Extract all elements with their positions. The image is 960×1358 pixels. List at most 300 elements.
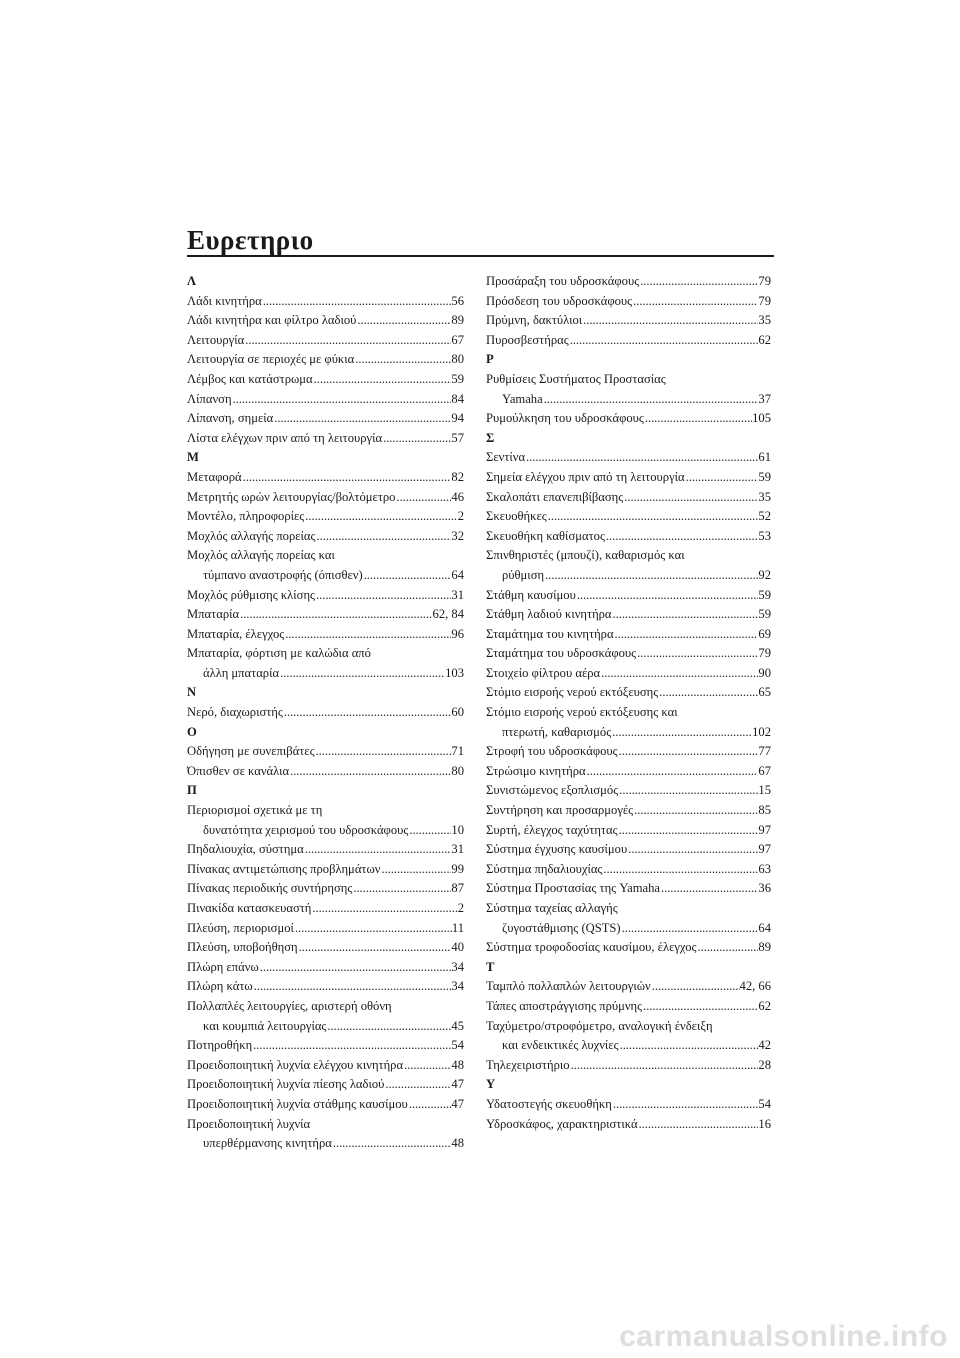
index-entry (187, 899, 464, 919)
dot-leader (660, 879, 758, 899)
entry-term: Ρυμούλκηση του υδροσκάφους (486, 411, 644, 426)
index-entry-line (486, 840, 771, 860)
entry-term: Ταχύμετρο/στροφόμετρο, αναλογική ένδειξη (486, 1018, 713, 1033)
entry-page: 47 (451, 1077, 464, 1092)
entry-page: 67 (451, 332, 464, 347)
dot-leader (289, 762, 451, 782)
index-entry (187, 977, 464, 997)
dot-leader (356, 311, 451, 331)
entry-term: Σκαλοπάτι επανεπιβίβασης (486, 489, 624, 504)
entry-page: 52 (758, 509, 771, 524)
index-entry (187, 370, 464, 390)
index-entry-line (187, 860, 464, 880)
index-entry-line (486, 683, 771, 703)
dot-leader (252, 1036, 451, 1056)
index-entry (187, 605, 464, 625)
entry-term: Μοχλός αλλαγής πορείας και (187, 548, 335, 563)
entry-page: 31 (451, 842, 464, 857)
dot-leader (614, 625, 759, 645)
index-entry (486, 742, 771, 762)
entry-page: 80 (451, 763, 464, 778)
dot-leader (408, 821, 451, 841)
entry-term: Στροφή του υδροσκάφους (486, 744, 618, 759)
entry-term: Πίνακας αντιμετώπισης προβλημάτων (187, 861, 381, 876)
entry-page: 79 (758, 293, 771, 308)
dot-leader (570, 1056, 759, 1076)
entry-term: Πλώρη κάτω (187, 979, 253, 994)
index-entry-continuation (486, 919, 771, 939)
index-entry-line (187, 1075, 464, 1095)
entry-page: 62 (758, 998, 771, 1013)
index-entry (187, 1095, 464, 1115)
entry-term: Σύστημα τροφοδοσίας καυσίμου, έλεγχος (486, 940, 697, 955)
index-entry-line (187, 527, 464, 547)
index-entry (486, 1056, 771, 1076)
dot-leader (619, 1036, 759, 1056)
entry-term: Στάθμη καυσίμου (486, 587, 576, 602)
index-entry (486, 860, 771, 880)
entry-term-continuation: ρύθμιση (502, 567, 545, 582)
entry-term: Νερό, διαχωριστής (187, 705, 283, 720)
dot-leader (316, 527, 452, 547)
index-entry-line (187, 350, 464, 370)
entry-page: 35 (758, 489, 771, 504)
entry-term: Σύστημα έγχυσης καυσίμου (486, 842, 628, 857)
index-entry (486, 468, 771, 488)
index-entry-line (187, 390, 464, 410)
entry-term: Μπαταρία, φόρτιση με καλώδια από (187, 646, 371, 661)
index-entry-line (187, 801, 464, 821)
index-entry-line (187, 899, 464, 919)
entry-term: Μοχλός αλλαγής πορείας (187, 528, 316, 543)
dot-leader (525, 448, 758, 468)
index-entry (486, 821, 771, 841)
index-entry (486, 977, 771, 997)
index-entry (486, 625, 771, 645)
entry-page: 15 (758, 783, 771, 798)
index-entry (187, 1115, 464, 1154)
entry-term: Λέμβος και κατάστρωμα (187, 371, 313, 386)
entry-page: 79 (758, 274, 771, 288)
index-entry (486, 664, 771, 684)
index-entry (187, 1036, 464, 1056)
index-entry (486, 311, 771, 331)
index-entry-line (486, 586, 771, 606)
entry-page: 97 (758, 822, 771, 837)
entry-page: 40 (451, 940, 464, 955)
index-entry-line (486, 762, 771, 782)
entry-term: Λίστα ελέγχων πριν από τη λειτουργία (187, 430, 383, 445)
index-entry-line (187, 1036, 464, 1056)
index-entry (187, 958, 464, 978)
watermark: carmanualsonline.info (619, 1320, 948, 1353)
entry-term: Προειδοποιητική λυχνία ελέγχου κινητήρα (187, 1057, 404, 1072)
entry-term: Σύστημα ταχείας αλλαγής (486, 901, 618, 915)
index-entry (187, 429, 464, 449)
entry-term: Πυροσβεστήρας (486, 332, 569, 347)
index-entry (486, 488, 771, 508)
dot-leader (242, 468, 452, 488)
index-entry (187, 1075, 464, 1095)
index-entry-line (486, 546, 771, 566)
entry-term: Προειδοποιητική λυχνία (187, 1116, 311, 1131)
index-entry-line (486, 997, 771, 1017)
dot-leader (685, 468, 759, 488)
entry-term: Συνιστώμενος εξοπλισμός (486, 783, 619, 798)
index-letter-heading: Ο (187, 724, 197, 739)
entry-page: 36 (758, 881, 771, 896)
index-entry (486, 1095, 771, 1115)
index-entry (486, 1017, 771, 1056)
entry-page: 2 (457, 901, 464, 915)
entry-term: Στόμιο εισροής νερού εκτόξευσης και (486, 705, 678, 720)
entry-term: Οδήγηση με συνεπιβάτες (187, 744, 315, 759)
index-entry (486, 938, 771, 958)
index-entry (187, 742, 464, 762)
dot-leader (298, 938, 452, 958)
entry-page: 46 (451, 489, 464, 504)
index-entry-line (486, 664, 771, 684)
entry-term: Υδατοστεγής σκευοθήκη (486, 1096, 612, 1111)
dot-leader (658, 683, 758, 703)
index-entry-line (187, 292, 464, 312)
dot-leader (576, 586, 759, 606)
index-entry-line (486, 331, 771, 351)
dot-leader (611, 723, 752, 743)
dot-leader (382, 429, 451, 449)
index-entry-line (187, 958, 464, 978)
index-entry-line (187, 919, 464, 939)
entry-term: Λάδι κινητήρα (187, 293, 262, 308)
entry-term: Σταμάτημα του υδροσκάφους (486, 646, 637, 661)
entry-page: 32 (451, 528, 464, 543)
index-letter-heading: Ρ (486, 352, 494, 367)
index-entry (187, 586, 464, 606)
dot-leader (605, 527, 758, 547)
dot-leader (273, 409, 451, 429)
page-title: Ευρετηριο (187, 225, 314, 255)
index-entry-line (187, 409, 464, 429)
index-entry-continuation (187, 566, 464, 586)
entry-term: Υδροσκάφος, χαρακτηριστικά (486, 1116, 638, 1131)
dot-leader (239, 605, 432, 625)
entry-term: Στάθμη λαδιού κινητήρα (486, 607, 612, 622)
index-entry-line (486, 527, 771, 547)
index-entry-line (187, 1095, 464, 1115)
entry-page: 65 (758, 685, 771, 700)
dot-leader (354, 350, 451, 370)
entry-page: 59 (758, 469, 771, 484)
dot-leader (544, 566, 758, 586)
entry-page: 47 (451, 1096, 464, 1111)
dot-leader (352, 879, 451, 899)
index-entry-line (187, 507, 464, 527)
entry-page: 34 (451, 959, 464, 974)
entry-page: 61 (758, 450, 771, 465)
index-entry (187, 409, 464, 429)
index-entry-line (187, 468, 464, 488)
entry-page: 11 (451, 920, 464, 935)
entry-page: 37 (758, 391, 771, 406)
entry-term: Πίνακας περιοδικής συντήρησης (187, 881, 353, 896)
dot-leader (311, 899, 457, 919)
entry-term: Λίπανση, σημεία (187, 411, 274, 426)
entry-page: 42, 66 (739, 979, 771, 994)
index-entry-continuation (486, 390, 771, 410)
entry-page: 97 (758, 842, 771, 857)
entry-page: 48 (451, 1136, 464, 1151)
entry-page: 53 (758, 528, 771, 543)
index-entry-line (486, 625, 771, 645)
index-entry-line (486, 860, 771, 880)
index-entry-line (486, 1115, 771, 1135)
entry-page: 92 (758, 567, 771, 582)
dot-leader (644, 409, 752, 429)
entry-term: Μπαταρία (187, 607, 240, 622)
entry-page: 84 (451, 391, 464, 406)
entry-term: Λειτουργία (187, 332, 245, 347)
index-entry (486, 801, 771, 821)
index-entry (187, 546, 464, 585)
entry-term: Μοντέλο, πληροφορίες (187, 509, 305, 524)
index-entry (187, 292, 464, 312)
index-entry (486, 507, 771, 527)
entry-page: 59 (758, 607, 771, 622)
index-entry-line (187, 938, 464, 958)
index-entry (187, 840, 464, 860)
index-entry-line (187, 331, 464, 351)
entry-term: Τηλεχειριστήριο (486, 1057, 570, 1072)
index-entry (486, 409, 771, 429)
entry-page: 89 (451, 313, 464, 328)
index-entry (486, 370, 771, 409)
index-entry (486, 272, 771, 292)
dot-leader (326, 1017, 451, 1037)
entry-term: Ποτηροθήκη (187, 1038, 253, 1053)
entry-page: 99 (451, 861, 464, 876)
index-letter-heading: Σ (486, 430, 495, 445)
index-entry (187, 527, 464, 547)
entry-page: 56 (451, 293, 464, 308)
index-entry-line (187, 546, 464, 566)
entry-term: Πινακίδα κατασκευαστή (187, 901, 312, 915)
index-entry (187, 703, 464, 723)
dot-leader (244, 331, 451, 351)
entry-term: Πλεύση, υποβοήθηση (187, 940, 298, 955)
dot-leader (232, 390, 452, 410)
entry-term: Μετρητής ωρών λειτουργίας/βολτόμετρο (187, 489, 396, 504)
dot-leader (384, 1075, 451, 1095)
entry-page: 54 (451, 1038, 464, 1053)
dot-leader (582, 311, 758, 331)
index-entry (486, 997, 771, 1017)
index-entry-line (187, 879, 464, 899)
entry-term: Σπινθηριστές (μπουζί), καθαρισμός και (486, 548, 685, 563)
entry-term: Σεντίνα (486, 450, 526, 465)
entry-term-continuation: υπερθέρμανσης κινητήρα (203, 1136, 332, 1151)
dot-leader (395, 488, 451, 508)
index-entry-line (187, 311, 464, 331)
entry-term: Σκευοθήκες (486, 509, 547, 524)
index-entry (486, 703, 771, 742)
entry-page: 48 (451, 1057, 464, 1072)
index-entry-line (187, 840, 464, 860)
index-entry (486, 781, 771, 801)
entry-page: 2 (457, 509, 464, 524)
index-column-right (486, 272, 771, 1134)
index-entry-line (486, 1095, 771, 1115)
index-entry-line (486, 703, 771, 723)
dot-leader (279, 664, 445, 684)
index-entry-continuation (187, 664, 464, 684)
entry-term-continuation: Yamaha (502, 391, 543, 406)
entry-page: 64 (758, 920, 771, 935)
index-column-left (187, 272, 464, 1154)
entry-term: Μεταφορά (187, 469, 242, 484)
entry-page: 59 (451, 371, 464, 386)
index-entry (486, 1115, 771, 1135)
dot-leader (612, 1095, 759, 1115)
entry-page: 59 (758, 587, 771, 602)
entry-page: 90 (758, 665, 771, 680)
index-entry (486, 586, 771, 606)
entry-page: 62 (758, 332, 771, 347)
dot-leader (586, 762, 759, 782)
dot-leader (600, 664, 758, 684)
index-entry-line (486, 488, 771, 508)
dot-leader (697, 938, 759, 958)
dot-leader (651, 977, 740, 997)
dot-leader (313, 370, 452, 390)
entry-term: Στοιχείο φίλτρου αέρα (486, 665, 601, 680)
dot-leader (633, 801, 758, 821)
index-letter-heading: Υ (486, 1077, 496, 1092)
dot-leader (253, 977, 452, 997)
index-entry (187, 938, 464, 958)
entry-page: 60 (451, 705, 464, 720)
index-entry-line (187, 586, 464, 606)
entry-term: Πρόσδεση του υδροσκάφους (486, 293, 633, 308)
entry-page: 96 (451, 626, 464, 641)
index-entry-line (187, 488, 464, 508)
entry-term-continuation: άλλη μπαταρία (203, 665, 280, 680)
index-entry-line (187, 625, 464, 645)
entry-term-continuation: και ενδεικτικές λυχνίες (502, 1038, 619, 1053)
dot-leader (332, 1134, 452, 1154)
index-letter-heading: Ν (187, 685, 197, 700)
entry-page: 82 (451, 469, 464, 484)
index-entry (486, 840, 771, 860)
entry-page: 89 (758, 940, 771, 955)
dot-leader (602, 860, 758, 880)
index-entry (486, 899, 771, 938)
dot-leader (638, 1115, 759, 1135)
entry-term: Πηδαλιουχία, σύστημα (187, 842, 304, 857)
index-entry (486, 644, 771, 664)
index-entry-line (486, 605, 771, 625)
entry-page: 85 (758, 803, 771, 818)
entry-term: Ταμπλό πολλαπλών λειτουργιών (486, 979, 651, 994)
index-letter-heading: Τ (486, 959, 495, 974)
index-entry (486, 762, 771, 782)
index-letter-heading: Λ (187, 274, 197, 288)
dot-leader (612, 605, 759, 625)
entry-term: Σύστημα πηδαλιουχίας (486, 861, 603, 876)
dot-leader (262, 292, 452, 312)
entry-page: 54 (758, 1096, 771, 1111)
entry-term: Όπισθεν σε κανάλια (187, 763, 290, 778)
entry-term: Πρύμνη, δακτύλιοι (486, 313, 583, 328)
entry-term: Περιορισμοί σχετικά με τη (187, 803, 323, 818)
entry-term-continuation: και κουμπιά λειτουργίας (203, 1018, 327, 1033)
index-entry (486, 683, 771, 703)
index-letter-heading: Π (187, 783, 197, 798)
index-entry (187, 997, 464, 1036)
index-entry-continuation (187, 1017, 464, 1037)
entry-page: 103 (445, 665, 464, 680)
index-entry (187, 390, 464, 410)
index-entry-continuation (486, 723, 771, 743)
entry-term: Μπαταρία, έλεγχος (187, 626, 285, 641)
index-entry (486, 331, 771, 351)
entry-term: Συρτή, έλεγχος ταχύτητας (486, 822, 618, 837)
index-entry-line (486, 977, 771, 997)
entry-page: 16 (758, 1116, 771, 1131)
entry-term: Πλεύση, περιορισμοί (187, 920, 294, 935)
index-entry-line (486, 1056, 771, 1076)
entry-term-continuation: ζυγοστάθμισης (QSTS) (502, 920, 621, 935)
index-entry-line (187, 1115, 464, 1135)
index-entry-line (187, 703, 464, 723)
index-entry-line (486, 781, 771, 801)
index-entry (486, 292, 771, 312)
entry-term: Στρώσιμο κινητήρα (486, 763, 586, 778)
index-entry-line (187, 370, 464, 390)
entry-page: 71 (451, 744, 464, 759)
dot-leader (623, 488, 758, 508)
entry-page: 77 (758, 744, 771, 759)
index-entry (187, 311, 464, 331)
index-entry-continuation (187, 821, 464, 841)
index-entry-line (187, 605, 464, 625)
dot-leader (315, 586, 451, 606)
index-entry-line (486, 644, 771, 664)
entry-page: 67 (758, 763, 771, 778)
entry-page: 28 (758, 1057, 771, 1072)
index-entry (187, 644, 464, 683)
index-entry-line (486, 938, 771, 958)
dot-leader (627, 840, 758, 860)
index-entry (486, 605, 771, 625)
index-entry-continuation (187, 1134, 464, 1154)
entry-page: 79 (758, 646, 771, 661)
entry-term: Σημεία ελέγχου πριν από τη λειτουργία (486, 469, 685, 484)
index-entry (187, 860, 464, 880)
index-entry (187, 507, 464, 527)
entry-term: Λειτουργία σε περιοχές με φύκια (187, 352, 355, 367)
entry-page: 105 (752, 411, 771, 426)
entry-term: Μοχλός ρύθμισης κλίσης (187, 587, 316, 602)
entry-term: Σταμάτημα του κινητήρα (486, 626, 614, 641)
entry-term: Προειδοποιητική λυχνία στάθμης καυσίμου (187, 1096, 408, 1111)
index-entry (187, 488, 464, 508)
dot-leader (259, 958, 452, 978)
entry-term-continuation: τύμπανο αναστροφής (όπισθεν) (203, 567, 363, 582)
index-entry (486, 546, 771, 585)
index-entry (187, 468, 464, 488)
index-entry (187, 919, 464, 939)
entry-term: Τάπες αποστράγγισης πρύμνης (486, 998, 643, 1013)
